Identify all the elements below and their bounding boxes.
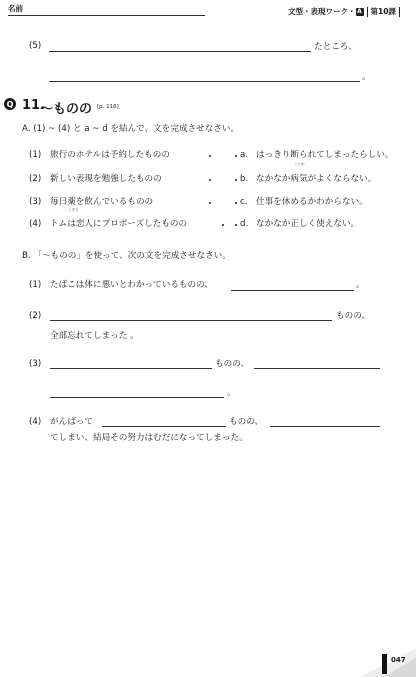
a-right-letter: b. [240,174,249,184]
a-right-letter: a. [240,150,248,160]
name-label: 名前 [8,4,23,13]
ruby-kusuri: くすり [68,208,79,212]
b4-prompt: がんばって [50,417,93,427]
b4-blank1[interactable] [102,426,226,427]
b-item-number: (3) [29,359,42,369]
b-item-number: (4) [29,417,42,427]
b2-blank[interactable] [50,320,332,321]
worksheet-header [288,6,403,17]
item5-blank1[interactable] [49,51,311,52]
b3-end: 。 [227,388,236,398]
match-dot-right[interactable] [235,179,237,181]
page-tab-marker [382,654,387,674]
a-left-text: 新しい表現を勉強したものの [50,174,162,184]
item5-blank2[interactable] [49,81,360,82]
match-dot-right[interactable] [235,224,237,226]
a-right-letter: c. [240,197,248,207]
a-left-num: (2) [29,174,42,184]
worksheet-title: 文型・表現ワーク・ [288,7,356,16]
match-dot-left[interactable] [209,202,211,204]
section-marker-icon [3,97,17,111]
b3-blank2[interactable] [254,368,380,369]
page-number: 047 [391,656,406,664]
item5-number: (5) [29,41,42,51]
a-left-text: トムは恋人にプロポーズしたものの [50,219,188,229]
b3-blank3[interactable] [50,397,224,398]
b1-end: 。 [356,280,365,290]
header-divider [399,7,400,17]
b1-prompt: たばこは体に悪いとわかっているものの、 [50,280,213,290]
a-left-text: 毎日薬を飲んでいるものの [50,197,154,207]
b4-line2: てしまい、結局その努力はむだになってしまった。 [50,433,248,443]
item5-end: 。 [362,72,371,82]
part-b-heading: B. 「〜ものの」を使って、次の文を完成させなさい。 [22,251,231,261]
match-dot-left[interactable] [222,224,224,226]
a-right-text: なかなか病気がよくならない。 [256,174,377,184]
item5-after: たところ、 [314,42,357,52]
part-a-heading: A. (1) ~ (4) と a ~ d を結んで、文を完成させなさい。 [22,124,240,134]
b-item-number: (2) [29,311,42,321]
b2-line2: 全部忘れてしまった 。 [50,331,139,341]
a-left-text: 旅行のホテルは予約したものの [50,150,170,160]
b3-mid: ものの、 [215,359,250,369]
a-right-text: なかなか正しく使えない。 [256,219,360,229]
b3-blank1[interactable] [50,368,212,369]
a-left-num: (1) [29,150,42,160]
section-title: 〜ものの [40,102,93,117]
ruby-kotowa: ことわ [294,162,305,166]
b4-blank2[interactable] [270,426,380,427]
a-left-num: (4) [29,219,42,229]
match-dot-left[interactable] [209,155,211,157]
svg-text:Q: Q [6,100,14,109]
a-right-text: はっきり断られてしまったらしい。 [256,150,394,160]
worksheet-badge: A [357,8,362,15]
a-right-text: 仕事を休めるかわからない。 [256,197,368,207]
match-dot-right[interactable] [235,202,237,204]
b2-after: ものの、 [336,311,371,321]
match-dot-right[interactable] [235,155,237,157]
a-right-letter: d. [240,219,249,229]
header-divider [367,7,368,17]
lesson-label: 第10課 [370,7,396,16]
name-field[interactable] [8,15,205,16]
page-corner-decoration [360,648,416,677]
section-number: 11. [22,98,46,113]
b1-blank[interactable] [231,290,354,291]
a-left-num: (3) [29,197,42,207]
section-page-ref: [p. 116] [97,104,119,110]
b-item-number: (1) [29,280,42,290]
b4-mid: ものの、 [229,417,264,427]
match-dot-left[interactable] [209,179,211,181]
